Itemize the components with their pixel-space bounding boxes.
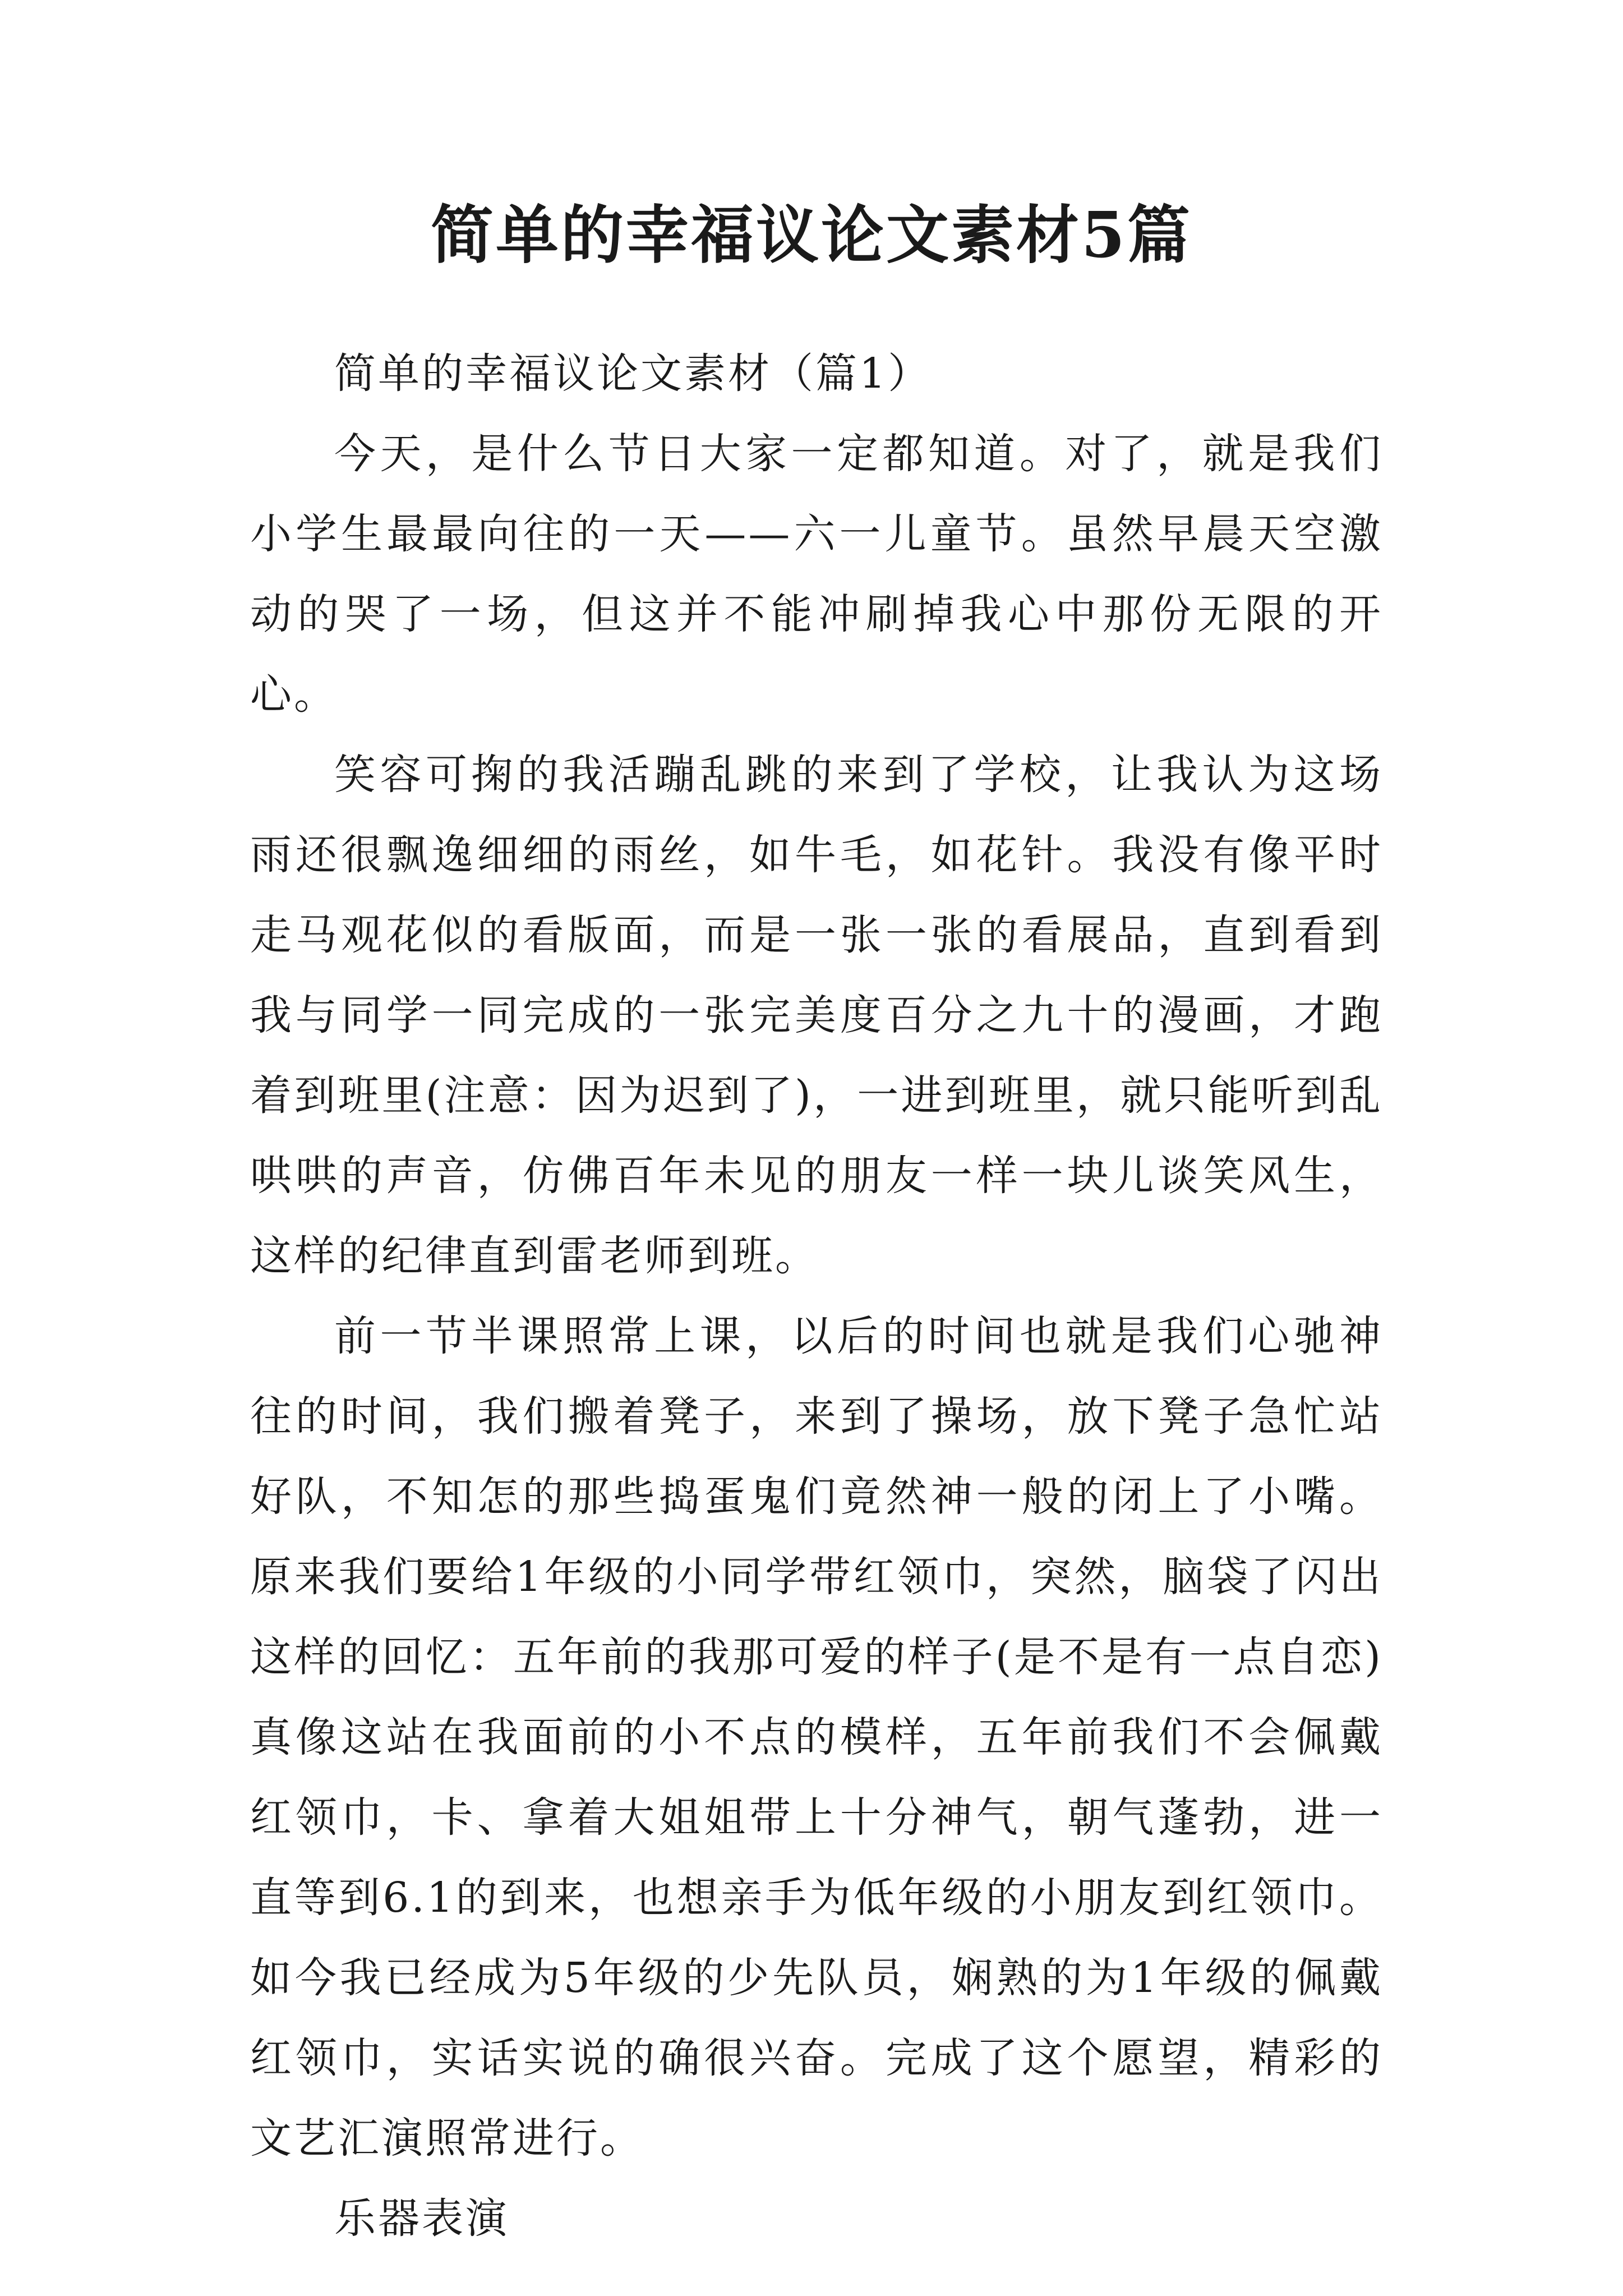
paragraph: 笑容可掬的我活蹦乱跳的来到了学校，让我认为这场雨还很飘逸细细的雨丝，如牛毛，如花针。我没有像平时走马观花似的看版面，而是一张一张的看展品，直到看到我与同学一同完成的一张完美度百分之九十的漫画，才跑着到班里(注意：因为迟到了)，一进到班里，就只能听到乱哄哄的声音，仿佛百年未见的朋友一样一块儿谈笑风生，这样的纪律直到雷老师到班。 (250, 751, 1383, 1280)
document-body (250, 334, 1383, 2259)
paragraph: 今天，是什么节日大家一定都知道。对了，就是我们小学生最最向往的一天——六一儿童节。虽然早晨天空激动的哭了一场，但这并不能冲刷掉我心中那份无限的开心。 (250, 430, 1383, 719)
section-heading: 简单的幸福议论文素材（篇1） (334, 349, 932, 398)
paragraph: 乐器表演 (334, 2194, 509, 2243)
document-title: 简单的幸福议论文素材5篇 (431, 199, 1192, 272)
paragraph: 前一节半课照常上课，以后的时间也就是我们心驰神往的时间，我们搬着凳子，来到了操场，放下凳子急忙站好队，不知怎的那些捣蛋鬼们竟然神一般的闭上了小嘴。原来我们要给1年级的小同学带红领巾，突然，脑袋了闪出这样的回忆：五年前的我那可爱的样子(是不是有一点自恋)真像这站在我面前的小不点的模样，五年前我们不会佩戴红领巾，卡、拿着大姐姐带上十分神气，朝气蓬勃，进一直等到6.1的到来，也想亲手为低年级的小朋友到红领巾。如今我已经成为5年级的少先队员，娴熟的为1年级的佩戴红领巾，实话实说的确很兴奋。完成了这个愿望，精彩的文艺汇演照常进行。 (250, 1312, 1383, 2162)
